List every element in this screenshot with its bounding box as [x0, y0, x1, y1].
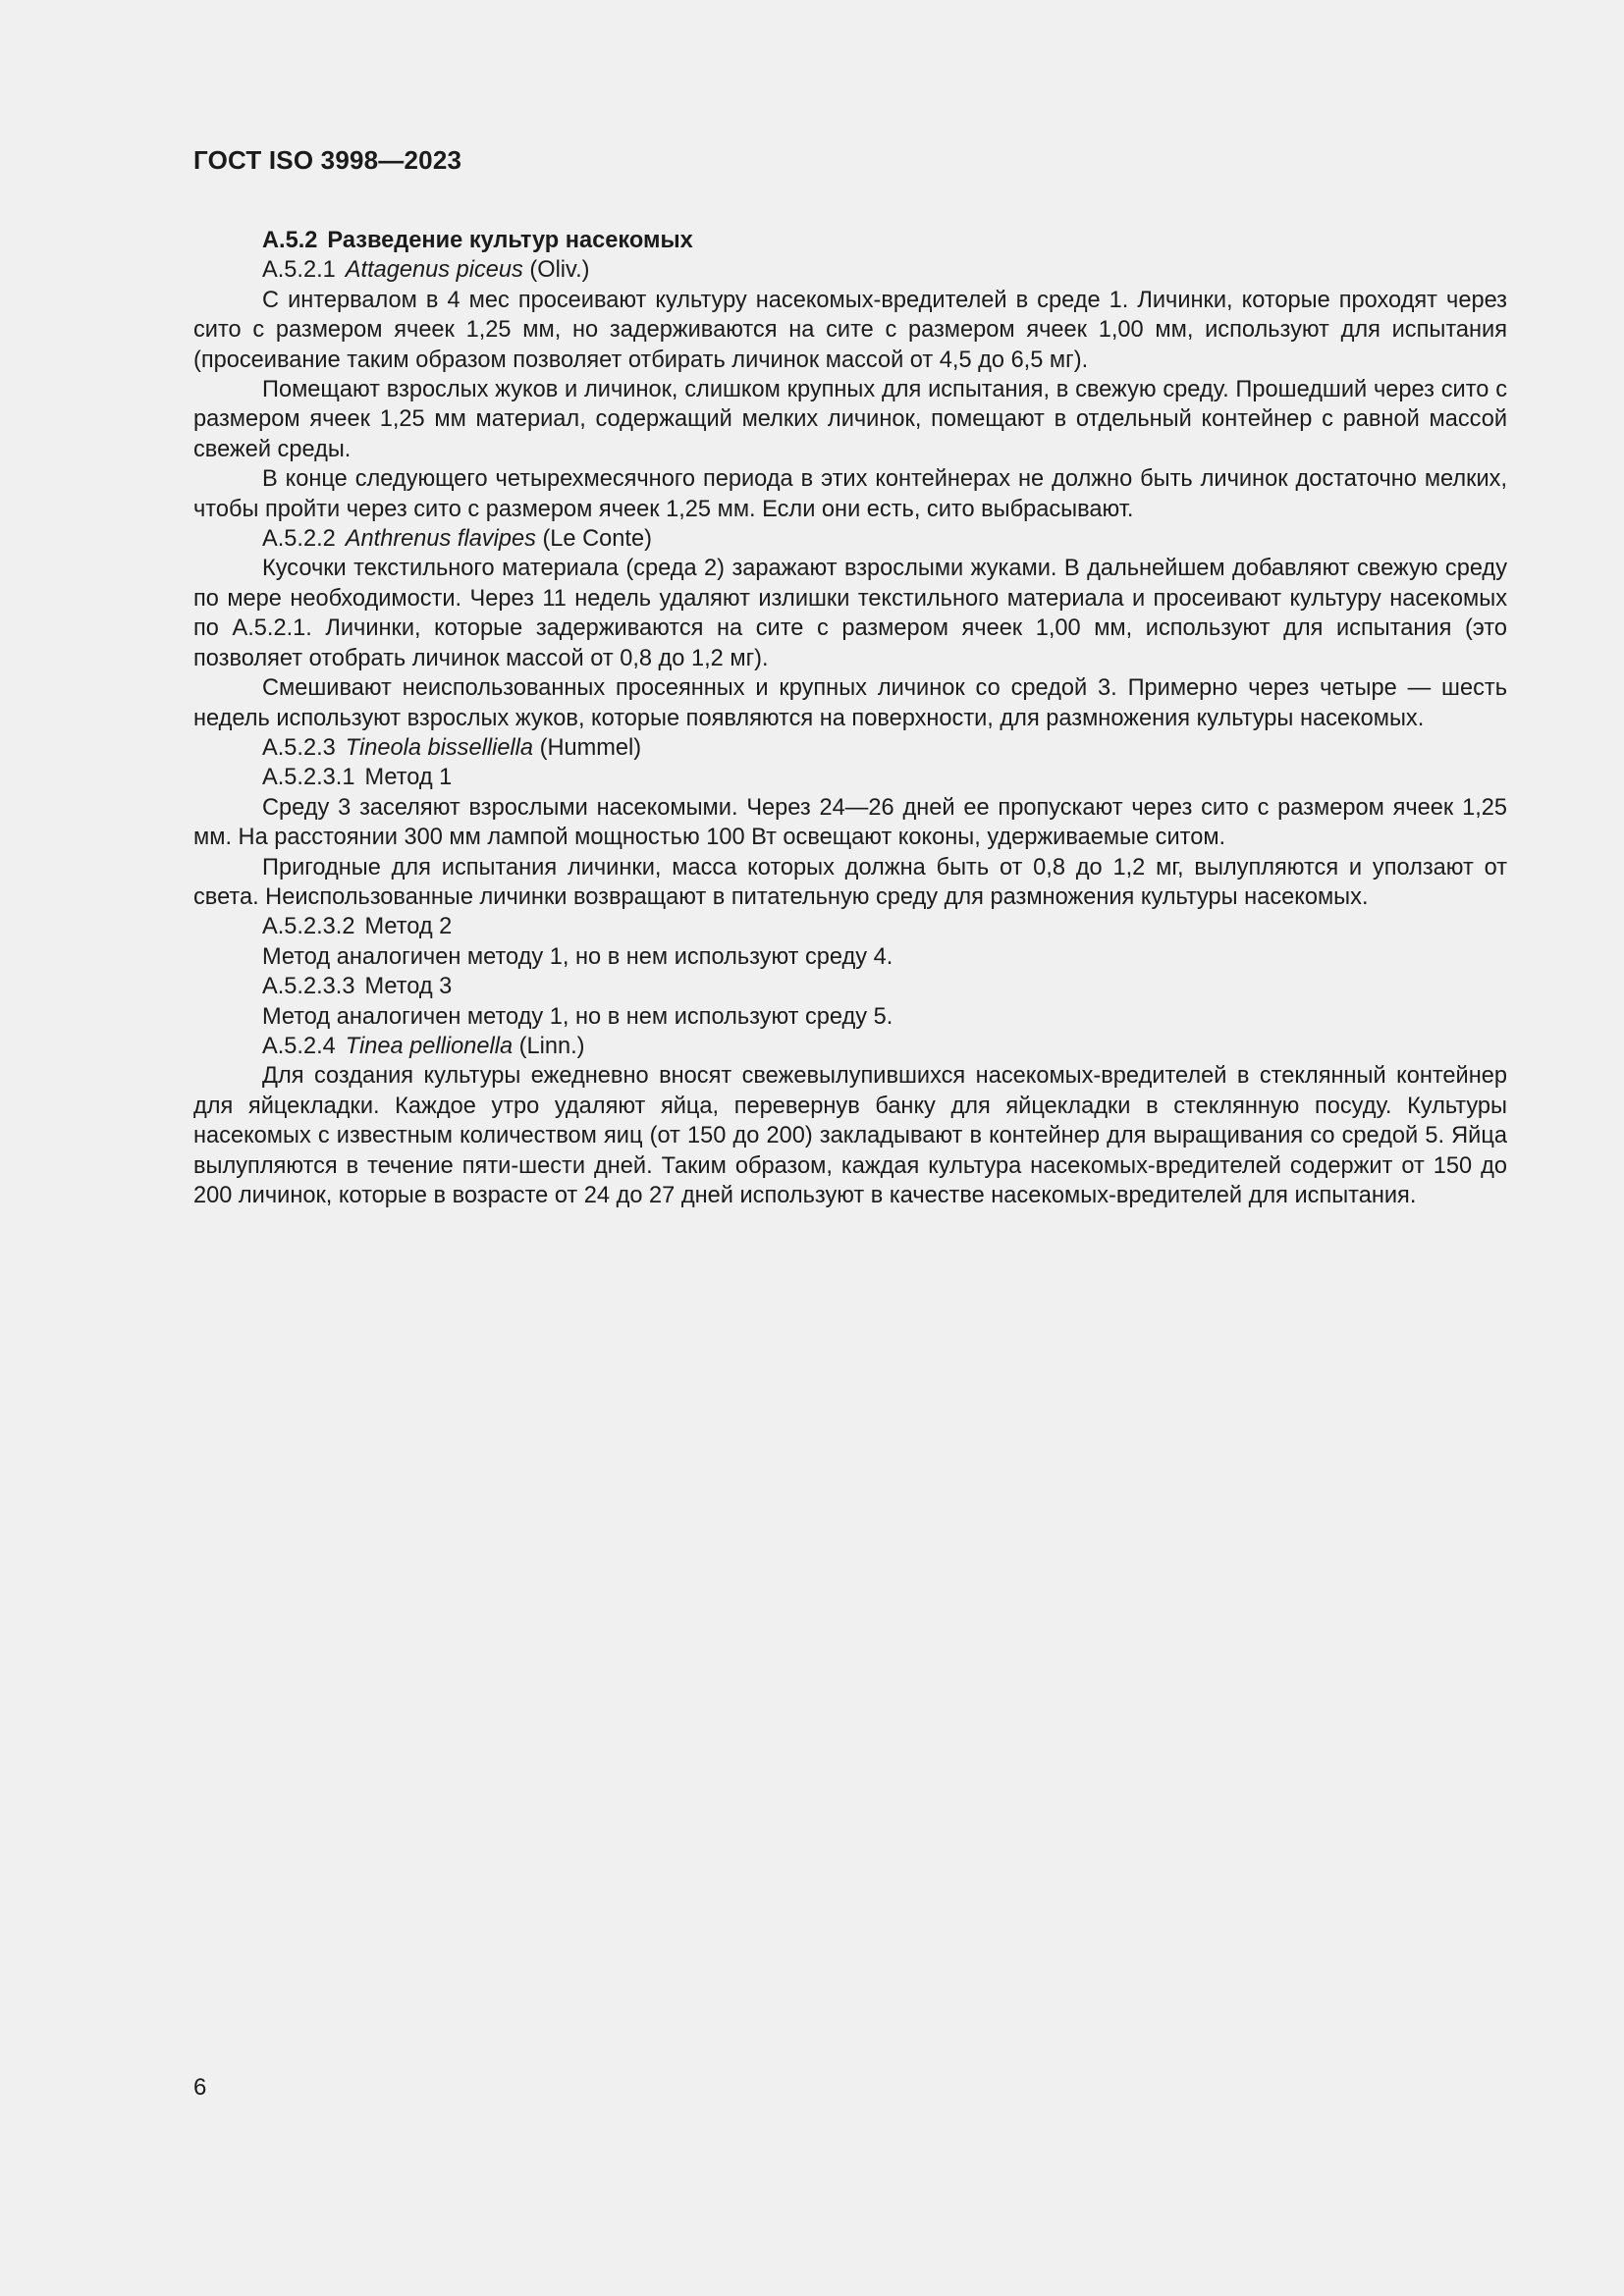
species-name: Attagenus piceus [345, 257, 523, 284]
species-author: (Oliv.) [529, 257, 590, 284]
method-number: A.5.2.3.3 [262, 974, 355, 1000]
paragraph: Среду 3 заселяют взрослыми насекомыми. Через 24—26 дней ее пропускают через сито с размером ячеек 1,25 мм. На расстоянии 300 мм лампой мощностью 100 Вт освещают коконы, удерживаемые ситом. [193, 794, 1507, 851]
method-heading-2 [193, 912, 1507, 941]
paragraph: С интервалом в 4 мес просеивают культуру насекомых-вредителей в среде 1. Личинки, которые проходят через сито с размером ячеек 1,25 мм, но задерживаются на сите с размером ячеек 1,00 мм, используют для испытания (просеивание таким образом позволяет отбирать личинок массой от 4,5 до 6,5 мг). [193, 287, 1507, 373]
paragraph: Метод аналогичен методу 1, но в нем используют среду 5. [262, 1003, 893, 1030]
species-name: Tineola bisselliella [345, 734, 534, 761]
document-body [193, 226, 1507, 1210]
species-author: (Linn.) [518, 1033, 585, 1059]
method-number: A.5.2.3.2 [262, 914, 355, 940]
subsection-number: A.5.2.1 [262, 257, 336, 284]
subsection-heading-a523 [193, 733, 1507, 763]
subsection-heading-a522 [193, 524, 1507, 554]
method-heading-3 [193, 972, 1507, 1001]
species-author: (Le Conte) [542, 526, 652, 553]
method-number: A.5.2.3.1 [262, 765, 355, 791]
section-heading [193, 226, 1507, 255]
method-title: Метод 3 [364, 974, 453, 1000]
paragraph: Помещают взрослых жуков и личинок, слишком крупных для испытания, в свежую среду. Прошедший через сито с размером ячеек 1,25 мм материал, содержащий мелких личинок, помещают в отдельный контейнер с равной массой свежей среды. [193, 377, 1507, 462]
subsection-number: A.5.2.3 [262, 734, 336, 761]
paragraph: Пригодные для испытания личинки, масса которых должна быть от 0,8 до 1,2 мг, вылупляются и уползают от света. Неиспользованные личинки возвращают в питательную среду для размножения культуры насекомых. [193, 854, 1507, 910]
method-heading-1 [193, 763, 1507, 792]
subsection-number: A.5.2.2 [262, 526, 336, 553]
section-number: A.5.2 [262, 228, 318, 253]
page-number: 6 [193, 2074, 207, 2101]
subsection-heading-a521 [193, 255, 1507, 285]
paragraph: Смешивают неиспользованных просеянных и крупных личинок со средой 3. Примерно через четыре — шесть недель используют взрослых жуков, которые появляются на поверхности, для размножения культуры насекомых. [193, 675, 1507, 731]
section-title: Разведение культур насекомых [327, 228, 693, 253]
subsection-number: A.5.2.4 [262, 1033, 336, 1059]
species-name: Tinea pellionella [345, 1033, 514, 1059]
paragraph: Кусочки текстильного материала (среда 2) заражают взрослыми жуками. В дальнейшем добавляют свежую среду по мере необходимости. Через 11 недель удаляют излишки текстильного материала и просеивают культуру насекомых по A.5.2.1. Личинки, которые задерживаются на сите с размером ячеек 1,00 мм, используют для испытания (это позволяет отобрать личинок массой от 0,8 до 1,2 мг). [193, 556, 1507, 671]
paragraph: В конце следующего четырехмесячного периода в этих контейнерах не должно быть личинок достаточно мелких, чтобы пройти через сито с размером ячеек 1,25 мм. Если они есть, сито выбрасывают. [193, 466, 1507, 522]
species-name: Anthrenus flavipes [345, 526, 536, 553]
subsection-heading-a524 [193, 1032, 1507, 1061]
document-header: ГОСТ ISO 3998—2023 [193, 145, 462, 175]
paragraph: Для создания культуры ежедневно вносят свежевылупившихся насекомых-вредителей в стеклянный контейнер для яйцекладки. Каждое утро удаляют яйца, перевернув банку для яйцекладки в стеклянную посуду. Культуры насекомых с известным количеством яиц (от 150 до 200) закладывают в контейнер для выращивания со средой 5. Яйца вылупляются в течение пяти-шести дней. Таким образом, каждая культура насекомых-вредителей содержит от 150 до 200 личинок, которые в возрасте от 24 до 27 дней используют в качестве насекомых-вредителей для испытания. [193, 1063, 1507, 1208]
species-author: (Hummel) [539, 734, 642, 761]
method-title: Метод 2 [364, 914, 453, 940]
method-title: Метод 1 [364, 765, 453, 791]
paragraph: Метод аналогичен методу 1, но в нем используют среду 4. [262, 943, 893, 970]
